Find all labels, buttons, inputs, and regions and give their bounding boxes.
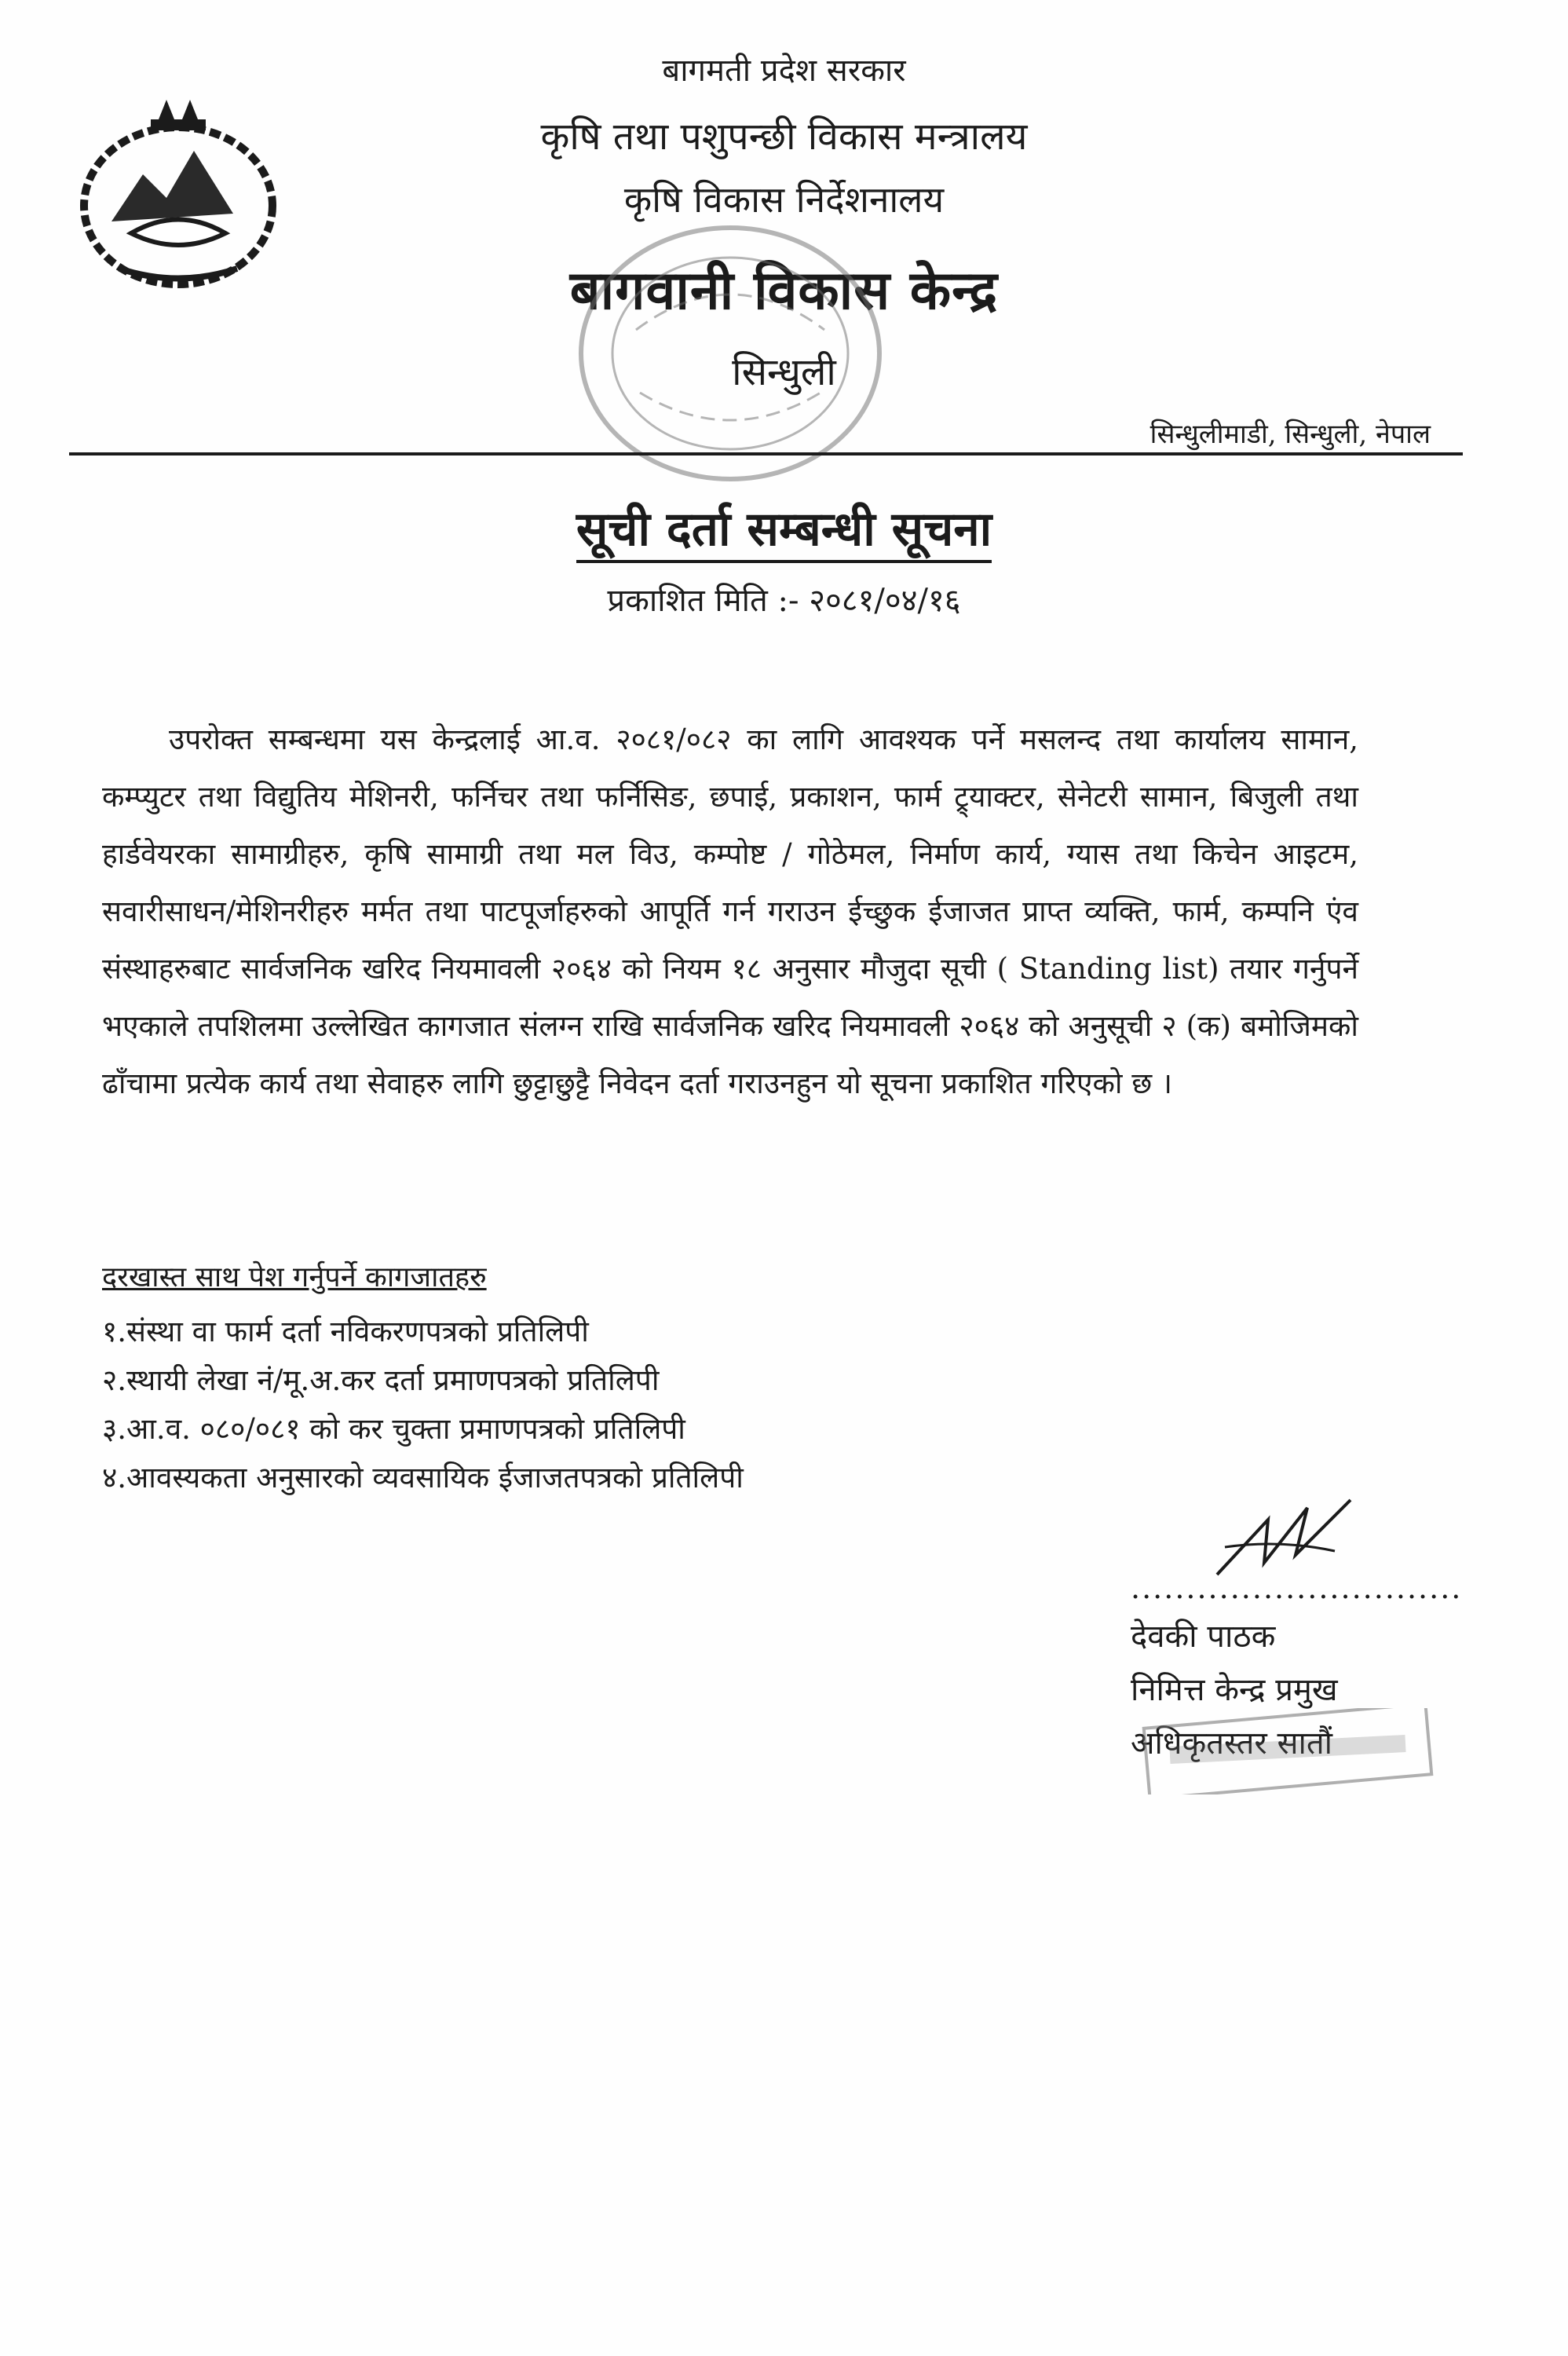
notice-title-text: सूची दर्ता सम्बन्धी सूचना bbox=[576, 502, 992, 563]
notice-body: उपरोक्त सम्बन्धमा यस केन्द्रलाई आ.व. २०८१/०८२ का लागि आवश्यक पर्ने मसलन्द तथा कार्यालय सामान, कम्प्युटर तथा विद्युतिय मेशिनरी, फर्निचर तथा फर्निसिङ, छपाई, प्रकाशन, फार्म ट्र्याक्टर, सेनेटरी सामान, बिजुली तथा हार्डवेयरका सामाग्रीहरु, कृषि सामाग्री तथा मल विउ, कम्पोष्ट / गोठेमल, निर्माण कार्य, ग्यास तथा किचेन आइटम, सवारीसाधन/मेशिनरीहरु मर्मत तथा पाटपूर्जाहरुको आपूर्ति गर्न गराउन ईच्छुक ईजाजत प्राप्त व्यक्ति, फार्म, कम्पनि एंव संस्थाहरुबाट सार्वजनिक खरिद नियमावली २०६४ को नियम १८ अनुसार मौजुदा सूची ( Standing list) तयार गर्नुपर्ने भएकाले तपशिलमा उल्लेखित कागजात संलग्न राखि सार्वजनिक खरिद नियमावली २०६४ को अनुसूची २ (क) बमोजिमको ढाँचामा प्रत्येक कार्य तथा सेवाहरु लागि छुट्टाछुट्टै निवेदन दर्ता गराउनहुन यो सूचना प्रकाशित गरिएको छ । bbox=[102, 723, 1358, 1100]
header-divider bbox=[69, 452, 1463, 455]
office-name: बागवानी विकास केन्द्र bbox=[569, 259, 999, 322]
office-address: सिन्धुलीमाडी, सिन्धुली, नेपाल bbox=[1150, 419, 1431, 450]
directorate-line: कृषि विकास निर्देशनालय bbox=[623, 178, 945, 221]
documents-list bbox=[102, 1308, 744, 1502]
signatory-name: देवकी पाठक bbox=[1131, 1619, 1276, 1655]
list-item: ३.आ.व. ०८०/०८१ को कर चुक्ता प्रमाणपत्रको प्रतिलिपी bbox=[102, 1412, 685, 1446]
list-item: २.स्थायी लेखा नं/मू.अ.कर दर्ता प्रमाणपत्रको प्रतिलिपी bbox=[102, 1363, 660, 1397]
office-district: सिन्धुली bbox=[732, 350, 836, 394]
province-government-line: बागमती प्रदेश सरकार bbox=[662, 53, 906, 89]
list-item: ४.आवस्यकता अनुसारको व्यवसायिक ईजाजतपत्रको प्रतिलिपी bbox=[102, 1461, 744, 1494]
documents-heading: दरखास्त साथ पेश गर्नुपर्ने कागजातहरु bbox=[102, 1261, 487, 1293]
signature-line: .............................. bbox=[1131, 1571, 1463, 1605]
notice-title bbox=[0, 495, 1568, 559]
signatory-designation: निमित्त केन्द्र प्रमुख bbox=[1131, 1672, 1338, 1708]
published-date: प्रकाशित मिति :- २०८१/०४/१६ bbox=[607, 583, 961, 619]
list-item: १.संस्था वा फार्म दर्ता नविकरणपत्रको प्रतिलिपी bbox=[102, 1315, 589, 1348]
signatory-role: अधिकृतस्तर सातौं bbox=[1131, 1725, 1333, 1762]
designation-stamp-icon bbox=[1139, 1708, 1437, 1794]
ministry-line: कृषि तथा पशुपन्छी विकास मन्त्रालय bbox=[540, 115, 1028, 159]
